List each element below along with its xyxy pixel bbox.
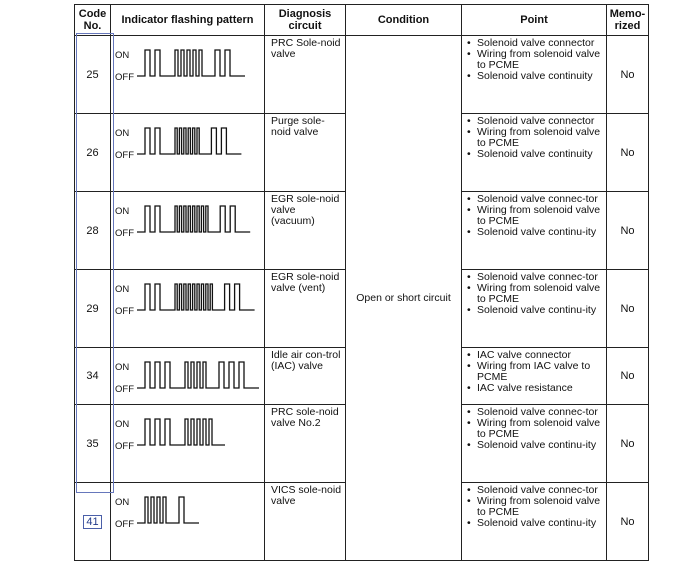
waveform-path	[137, 362, 259, 388]
flash-pattern-waveform	[137, 202, 261, 238]
diagnosis-circuit: Idle air con-trol (IAC) valve	[265, 348, 346, 405]
point-cell	[462, 114, 607, 192]
header-condition: Condition	[346, 5, 462, 36]
code-number: 41	[83, 515, 101, 529]
flash-pattern-cell	[111, 36, 265, 114]
point-item: • Wiring from solenoid valve to PCME	[466, 283, 604, 305]
diagnosis-circuit: PRC sole-noid valve No.2	[265, 405, 346, 483]
flash-pattern-waveform	[137, 358, 261, 394]
header-pattern: Indicator flashing pattern	[111, 5, 265, 36]
code-cell	[75, 192, 111, 270]
memorized-cell: No	[607, 483, 649, 561]
point-cell	[462, 270, 607, 348]
off-label: OFF	[115, 384, 134, 395]
point-cell	[462, 192, 607, 270]
point-item: • Solenoid valve connector	[466, 116, 604, 127]
diagnosis-circuit: PRC Sole-noid valve	[265, 36, 346, 114]
flash-pattern-cell	[111, 114, 265, 192]
flash-pattern-waveform	[137, 46, 261, 82]
point-list	[466, 485, 604, 529]
point-cell	[462, 348, 607, 405]
header-memorized: Memo-rized	[607, 5, 649, 36]
point-item: • Solenoid valve connec-tor	[466, 194, 604, 205]
off-label: OFF	[115, 306, 134, 317]
point-item: • Solenoid valve continuity	[466, 149, 604, 160]
diagnosis-circuit: VICS sole-noid valve	[265, 483, 346, 561]
on-label: ON	[115, 497, 130, 508]
header-code: Code No.	[75, 5, 111, 36]
on-label: ON	[115, 284, 130, 295]
on-label: ON	[115, 362, 130, 373]
header-point: Point	[462, 5, 607, 36]
point-item: • Solenoid valve connector	[466, 38, 604, 49]
point-list	[466, 350, 604, 394]
point-item: • Solenoid valve continuity	[466, 71, 604, 82]
point-item: • Wiring from solenoid valve to PCME	[466, 127, 604, 149]
point-list	[466, 407, 604, 451]
memorized-cell: No	[607, 405, 649, 483]
point-cell	[462, 483, 607, 561]
point-item: • Wiring from solenoid valve to PCME	[466, 205, 604, 227]
code-number: 29	[86, 302, 99, 315]
waveform-path	[137, 128, 241, 154]
waveform-path	[137, 497, 199, 523]
memorized-cell: No	[607, 348, 649, 405]
flash-pattern-waveform	[137, 124, 261, 160]
point-item: • Wiring from solenoid valve to PCME	[466, 496, 604, 518]
on-label: ON	[115, 128, 130, 139]
flash-pattern-waveform	[137, 415, 261, 451]
point-list	[466, 116, 604, 160]
code-cell	[75, 483, 111, 561]
off-label: OFF	[115, 228, 134, 239]
point-cell	[462, 36, 607, 114]
off-label: OFF	[115, 441, 134, 452]
point-cell	[462, 405, 607, 483]
condition-cell: Open or short circuit	[346, 36, 462, 561]
point-item: • Solenoid valve continu-ity	[466, 227, 604, 238]
diagnosis-circuit: Purge sole-noid valve	[265, 114, 346, 192]
code-cell	[75, 270, 111, 348]
flash-pattern-cell	[111, 405, 265, 483]
code-cell	[75, 36, 111, 114]
code-number: 35	[86, 437, 99, 450]
code-number: 26	[86, 146, 99, 159]
on-label: ON	[115, 50, 130, 61]
diagnosis-code-table	[74, 4, 649, 561]
waveform-path	[137, 419, 225, 445]
flash-pattern-cell	[111, 270, 265, 348]
point-item: • Solenoid valve continu-ity	[466, 518, 604, 529]
diagnosis-circuit: EGR sole-noid valve (vent)	[265, 270, 346, 348]
on-label: ON	[115, 419, 130, 430]
point-item: • Solenoid valve continu-ity	[466, 305, 604, 316]
point-item: • IAC valve resistance	[466, 383, 604, 394]
diagnosis-circuit: EGR sole-noid valve (vacuum)	[265, 192, 346, 270]
flash-pattern-waveform	[137, 280, 261, 316]
code-number: 25	[86, 68, 99, 81]
table-header-row	[75, 5, 649, 36]
waveform-path	[137, 206, 250, 232]
point-item: • Wiring from IAC valve to PCME	[466, 361, 604, 383]
flash-pattern-waveform	[137, 493, 261, 529]
point-item: • IAC valve connector	[466, 350, 604, 361]
point-item: • Wiring from solenoid valve to PCME	[466, 49, 604, 71]
waveform-path	[137, 50, 245, 76]
code-cell	[75, 405, 111, 483]
memorized-cell: No	[607, 36, 649, 114]
header-diagnosis: Diagnosis circuit	[265, 5, 346, 36]
flash-pattern-cell	[111, 348, 265, 405]
off-label: OFF	[115, 519, 134, 530]
point-item: • Solenoid valve connec-tor	[466, 272, 604, 283]
memorized-cell: No	[607, 192, 649, 270]
point-item: • Solenoid valve connec-tor	[466, 407, 604, 418]
point-list	[466, 38, 604, 82]
point-item: • Solenoid valve continu-ity	[466, 440, 604, 451]
waveform-path	[137, 284, 255, 310]
flash-pattern-cell	[111, 192, 265, 270]
off-label: OFF	[115, 150, 134, 161]
code-number: 28	[86, 224, 99, 237]
off-label: OFF	[115, 72, 134, 83]
memorized-cell: No	[607, 114, 649, 192]
point-item: • Wiring from solenoid valve to PCME	[466, 418, 604, 440]
code-number: 34	[86, 370, 99, 382]
point-list	[466, 272, 604, 316]
table-row	[75, 36, 649, 114]
code-cell	[75, 348, 111, 405]
point-item: • Solenoid valve connec-tor	[466, 485, 604, 496]
on-label: ON	[115, 206, 130, 217]
code-cell	[75, 114, 111, 192]
flash-pattern-cell	[111, 483, 265, 561]
memorized-cell: No	[607, 270, 649, 348]
point-list	[466, 194, 604, 238]
